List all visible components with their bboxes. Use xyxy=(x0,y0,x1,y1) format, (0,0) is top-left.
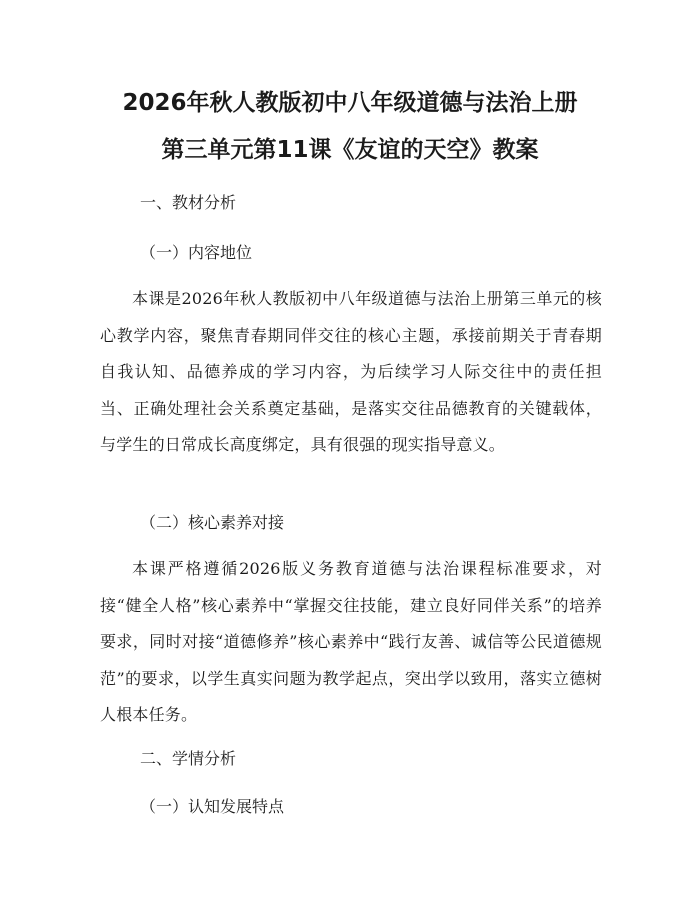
subsection-heading-content-position: （一）内容地位 xyxy=(140,243,253,262)
section-heading-student-analysis: 二、学情分析 xyxy=(140,749,237,768)
document-title-line-1: 2026年秋人教版初中八年级道德与法治上册 xyxy=(122,90,578,116)
subsection-heading-cognitive-development: （一）认知发展特点 xyxy=(140,797,285,816)
paragraph-content-position: 本课是2026年秋人教版初中八年级道德与法治上册第三单元的核心教学内容，聚焦青春期同伴交往的核心主题，承接前期关于青春期自我认知、品德养成的学习内容，为后续学习人际交往中的责任担当、正确处理社会关系奠定基础，是落实交往品德教育的关键载体，与学生的日常成长高度绑定，具有很强的现实指导意义。 xyxy=(100,289,602,454)
section-heading-textbook-analysis: 一、教材分析 xyxy=(140,193,237,212)
subsection-heading-core-literacy: （二）核心素养对接 xyxy=(140,513,285,532)
paragraph-core-literacy: 本课严格遵循2026版义务教育道德与法治课程标准要求，对接“健全人格”核心素养中“掌握交往技能，建立良好同伴关系”的培养要求，同时对接“道德修养”核心素养中“践行友善、诚信等公民道德规范”的要求，以学生真实问题为教学起点，突出学以致用，落实立德树人根本任务。 xyxy=(100,559,602,724)
document-title-line-2: 第三单元第11课《友谊的天空》教案 xyxy=(161,137,539,163)
